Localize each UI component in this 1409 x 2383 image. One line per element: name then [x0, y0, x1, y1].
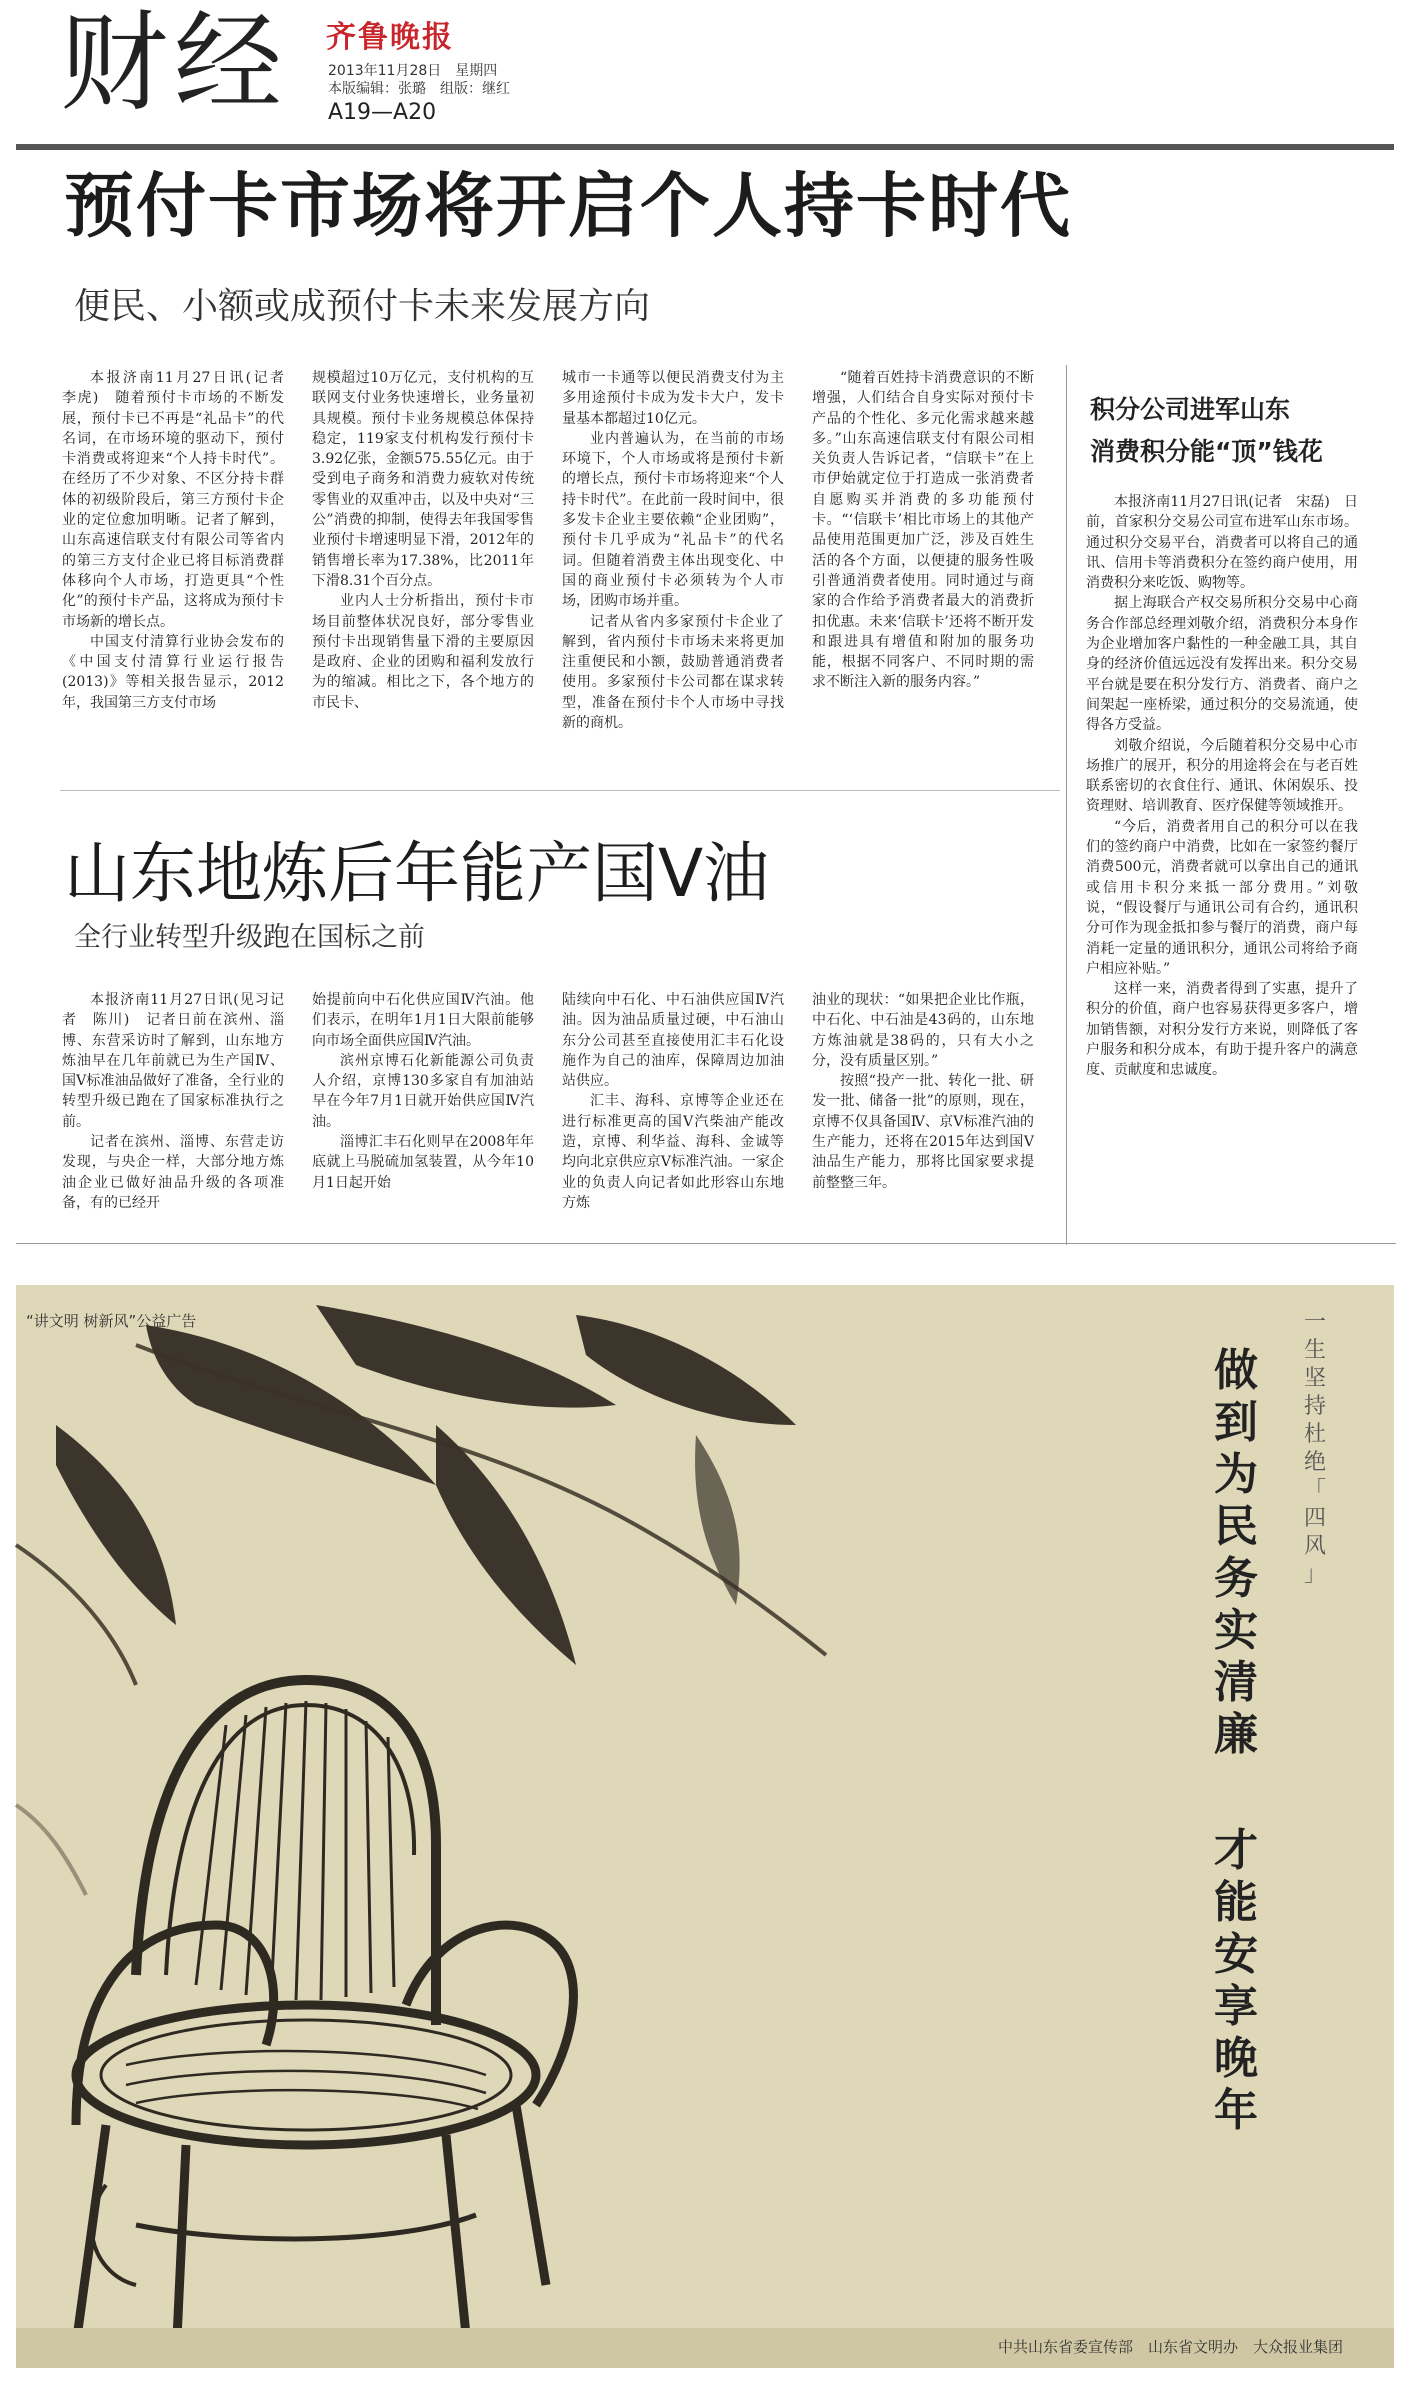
paragraph: 本报济南11月27日讯(记者 李虎) 随着预付卡市场的不断发展，预付卡已不再是“礼品卡”的代名词，在市场环境的驱动下，预付卡消费或将迎来“个人持卡时代”。在经历了不少对象、不区分持卡群体的初级阶段后，第三方预付卡企业的定位愈加明晰。记者了解到，山东高速信联支付有限公司等省内的第三方支付企业已将目标消费群体移向个人市场，打造更具“个性化”的预付卡产品，这将成为预付卡市场新的增长点。 [62, 370, 298, 630]
ad-campaign-tag: “讲文明 树新风”公益广告 [26, 1312, 197, 1330]
paragraph: 本报济南11月27日讯(记者 宋磊) 日前，首家积分交易公司宣布进军山东市场。通过积分交易平台，消费者可以将自己的通讯、信用卡等消费积分在签约商户使用，用消费积分来吃饭、购物等。 [1086, 494, 1358, 592]
quote-char: 」 [1304, 1562, 1327, 1587]
masthead-rule [16, 144, 1394, 150]
paragraph: 规模超过10万亿元，支付机构的互联网支付业务快速增长，业务量初具规模。预付卡业务规模总体保持稳定，119家支付机构发行预付卡3.92亿张，金额575.55亿元。由于受到电子商务和消费力疲软对传统零售业的双重冲击，以及中央对“三公”消费的抑制，使得去年我国零售业预付卡增速明显下滑，2012年的销售增长率为17.38%，比2011年下滑8.31个百分点。 [312, 370, 534, 589]
quote-char: 「 [1304, 1478, 1327, 1503]
sidebar-divider [1066, 365, 1067, 1245]
quote-char: 杜 [1304, 1422, 1327, 1447]
section-divider [60, 790, 1060, 791]
slogan-char: 为 [1214, 1449, 1258, 1500]
slogan-char: 享 [1214, 1981, 1258, 2032]
paragraph: 陆续向中石化、中石油供应国Ⅳ汽油。因为油品质量过硬，中石油山东分公司甚至直接使用汇丰石化设施作为自己的油库，保障周边加油站供应。 [562, 992, 784, 1090]
paragraph: 淄博汇丰石化则早在2008年年底就上马脱硫加氢装置，从今年10月1日起开始 [312, 1134, 534, 1191]
sidebar-headline-line2: 消费积分能“顶”钱花 [1090, 437, 1323, 466]
article2-column-1 [62, 990, 284, 1235]
paragraph: 始提前向中石化供应国Ⅳ汽油。他们表示，在明年1月1日大限前能够向市场全面供应国Ⅳ汽油。 [312, 992, 534, 1049]
paragraph: 本报济南11月27日讯(见习记者 陈川) 记者日前在滨州、淄博、东营采访时了解到，山东地方炼油早在几年前就已为生产国Ⅳ、国Ⅴ标准油品做好了准备，全行业的转型升级已跑在了国家标准执行之前。 [62, 992, 284, 1130]
paragraph: 油业的现状：“如果把企业比作瓶，中石化、中石油是43码的，山东地方炼油就是38码的，只有大小之分，没有质量区别。” [812, 992, 1034, 1069]
ad-slogan-column-1 [1214, 1345, 1264, 1761]
slogan-char: 民 [1214, 1501, 1258, 1552]
paragraph: 汇丰、海科、京博等企业还在进行标准更高的国Ⅴ汽柴油产能改造，京博、利华益、海科、金诚等均向北京供应京Ⅴ标准汽油。一家企业的负责人向记者如此形容山东地方炼 [562, 1093, 784, 1211]
quote-char: 一 [1304, 1310, 1327, 1335]
slogan-char: 能 [1214, 1877, 1258, 1928]
date-line: 2013年11月28日 星期四 [328, 63, 498, 79]
ad-slogan-column-2 [1214, 1825, 1264, 2137]
paragraph: 城市一卡通等以便民消费支付为主多用途预付卡成为发卡大户，发卡量基本都超过10亿元。 [562, 370, 784, 427]
sidebar-body [1086, 492, 1358, 1237]
quote-char: 绝 [1304, 1450, 1327, 1475]
article2-subheadline: 全行业转型升级跑在国标之前 [74, 922, 425, 953]
quote-char: 生 [1304, 1338, 1327, 1363]
quote-char: 持 [1304, 1394, 1327, 1419]
article2-column-2 [312, 990, 534, 1235]
ad-slogan-small [1304, 1309, 1334, 1589]
article1-column-3 [562, 368, 784, 773]
paragraph: “随着百姓持卡消费意识的不断增强，人们结合自身实际对预付卡产品的个性化、多元化需求越来越多。”山东高速信联支付有限公司相关负责人告诉记者，“信联卡”在上市伊始就定位于打造成一张消费者自愿购买并消费的多功能预付卡。“‘信联卡’相比市场上的其他产品使用范围更加广泛，涉及百姓生活的各个方面，以便捷的服务性吸引普通消费者使用。同时通过与商家的合作给予消费者最大的消费折扣优惠。未来‘信联卡’还将不断开发和跟进具有增值和附加的服务功能，根据不同客户、不同时期的需求不断注入新的服务内容。” [812, 370, 1034, 691]
page-numbers: A19—A20 [328, 100, 437, 125]
slogan-char: 做 [1214, 1345, 1258, 1396]
quote-char: 风 [1304, 1534, 1327, 1559]
ink-leaves-icon [56, 1305, 796, 1665]
article1-subheadline: 便民、小额或成预付卡未来发展方向 [74, 286, 651, 327]
sidebar-headline-line1: 积分公司进军山东 [1090, 395, 1291, 424]
sidebar-bottom-rule [1066, 1243, 1396, 1244]
article1-column-4 [812, 368, 1034, 773]
paragraph: 记者在滨州、淄博、东营走访发现，与央企一样，大部分地方炼油企业已做好油品升级的各项准备，有的已经开 [62, 1134, 284, 1211]
slogan-char: 到 [1214, 1397, 1258, 1448]
paragraph: 记者从省内多家预付卡企业了解到，省内预付卡市场未来将更加注重便民和小额，鼓励普通消费者使用。多家预付卡公司都在谋求转型，准备在预付卡个人市场中寻找新的商机。 [562, 613, 784, 732]
article-bottom-rule [16, 1243, 1066, 1244]
article2-column-3 [562, 990, 784, 1235]
paragraph: 滨州京博石化新能源公司负责人介绍，京博130多家自有加油站早在今年7月1日就开始供应国Ⅳ汽油。 [312, 1052, 534, 1130]
ad-sponsors: 中共山东省委宣传部 山东省文明办 大众报业集团 [998, 2338, 1344, 2356]
slogan-char: 才 [1214, 1825, 1258, 1876]
article1-headline: 预付卡市场将开启个人持卡时代 [64, 165, 1072, 247]
paragraph: 业内普遍认为，在当前的市场环境下，个人市场或将是预付卡新的增长点，预付卡市场将迎来“个人持卡时代”。在此前一段时间中，很多发卡企业主要依赖“企业团购”，预付卡几乎成为“礼品卡”的代名词。但随着消费主体出现变化、中国的商业预付卡必须转为个人市场，团购市场并重。 [562, 430, 784, 610]
slogan-char: 务 [1214, 1553, 1258, 1604]
article1-column-2 [312, 368, 534, 773]
paragraph: 刘敬介绍说，今后随着积分交易中心市场推广的展开，积分的用途将会在与老百姓联系密切的衣食住行、通讯、休闲娱乐、投资理财、培训教育、医疗保健等领域推开。 [1086, 737, 1358, 815]
paragraph: 按照“投产一批、转化一批、研发一批、储备一批”的原则，现在，京博不仅具备国Ⅳ、京Ⅴ标准汽油的生产能力，还将在2015年达到国Ⅴ油品生产能力，那将比国家要求提前整整三年。 [812, 1073, 1034, 1191]
article2-headline: 山东地炼后年能产国Ⅴ油 [64, 835, 770, 912]
ad-illustration [16, 1285, 1394, 2368]
slogan-char: 廉 [1214, 1709, 1258, 1760]
editor-line: 本版编辑：张璐 组版：继红 [328, 81, 510, 97]
newspaper-logo: 齐鲁晚报 [326, 20, 454, 55]
article2-column-4 [812, 990, 1034, 1235]
paragraph: 据上海联合产权交易所积分交易中心商务合作部总经理刘敬介绍，消费积分本身作为企业增加客户黏性的一种金融工具，其自身的经济价值远远没有发挥出来。积分交易平台就是要在积分发行方、消费者、商户之间架起一座桥梁，通过积分的交易流通，使得各方受益。 [1086, 595, 1358, 734]
paragraph: 这样一来，消费者得到了实惠，提升了积分的价值，商户也容易获得更多客户，增加销售额，对积分发行方来说，则降低了客户服务和积分成本，有助于提升客户的满意度、贡献度和忠诚度。 [1086, 981, 1358, 1079]
public-service-ad [16, 1285, 1394, 2368]
slogan-char: 晚 [1214, 2033, 1258, 2084]
quote-char: 坚 [1304, 1366, 1327, 1391]
paragraph: 中国支付清算行业协会发布的《中国支付清算行业运行报告(2013)》等相关报告显示，2012年，我国第三方支付市场 [62, 633, 284, 711]
rattan-chair-icon [76, 1680, 573, 2360]
slogan-char: 安 [1214, 1929, 1258, 1980]
article1-column-1 [62, 368, 298, 773]
quote-char: 四 [1304, 1506, 1327, 1531]
section-name: 财经 [60, 1, 289, 126]
slogan-char: 实 [1214, 1605, 1258, 1656]
slogan-char: 清 [1214, 1657, 1258, 1708]
paragraph: 业内人士分析指出，预付卡市场目前整体状况良好，部分零售业预付卡出现销售量下滑的主要原因是政府、企业的团购和福利发放行为的缩减。相比之下，各个地方的市民卡、 [312, 593, 534, 711]
paragraph: “今后，消费者用自己的积分可以在我们的签约商户中消费，比如在一家签约餐厅消费500元，消费者就可以拿出自己的通讯或信用卡积分来抵一部分费用。”刘敬说，“假设餐厅与通讯公司有合约，通讯积分可作为现金抵扣参与餐厅的消费，商户每消耗一定量的通讯积分，通讯公司将给予商户相应补贴。” [1086, 818, 1358, 977]
slogan-char: 年 [1214, 2085, 1258, 2136]
